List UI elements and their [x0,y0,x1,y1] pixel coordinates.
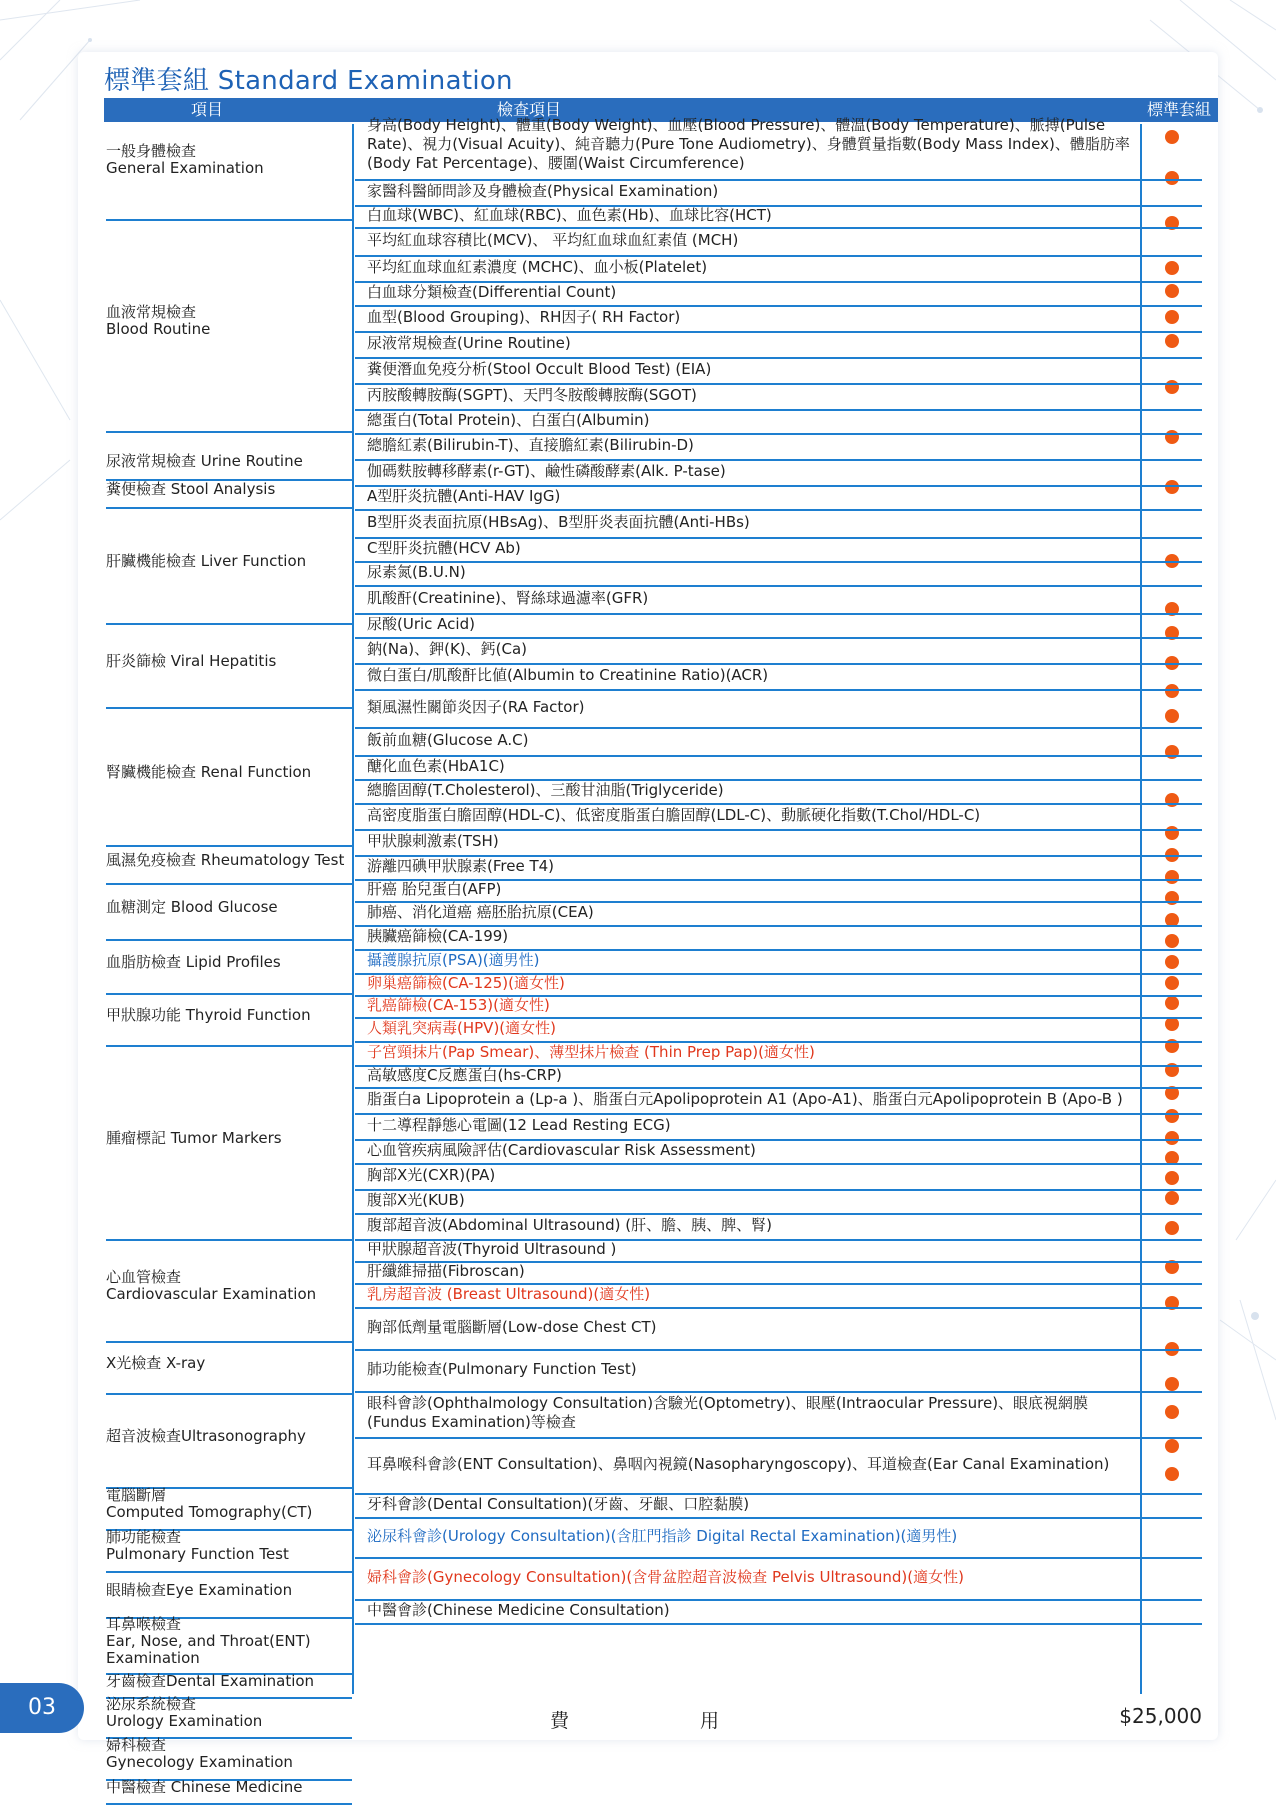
included-dot [1165,1405,1179,1419]
category-label: 電腦斷層 [106,1486,167,1504]
exam-item: 肌酸酐(Creatinine)、腎絲球過濾率(GFR) [355,583,1140,615]
row-separator [1142,1557,1202,1559]
category-cell [106,1385,352,1489]
exam-item: 婦科會診(Gynecology Consultation)(含骨盆腔超音波檢查 Pelvis Ultrasound)(適女性) [355,1555,1140,1601]
exam-item: 乳癌篩檢(CA-153)(適女性) [355,993,1140,1019]
exam-item: 肝癌 胎兒蛋白(AFP) [355,877,1140,903]
included-dot [1165,310,1179,324]
category-cell [106,499,352,625]
category-cell [106,615,352,709]
included-dot [1165,171,1179,185]
row-separator [1142,459,1202,461]
category-label: 血脂肪檢查 Lipid Profiles [106,952,281,971]
fee-label-char-2: 用 [700,1710,720,1732]
exam-item: 高敏感度C反應蛋白(hs-CRP) [355,1063,1140,1089]
exam-item: 白血球(WBC)、紅血球(RBC)、血色素(Hb)、血球比容(HCT) [355,203,1140,229]
exam-item: 鈉(Na)、鉀(K)、鈣(Ca) [355,635,1140,665]
exam-item: A型肝炎抗體(Anti-HAV IgG) [355,483,1140,511]
page-title: 標準套組 Standard Examination [104,66,513,96]
row-separator [1142,1283,1202,1285]
exam-item: 游離四碘甲狀腺素(Free T4) [355,853,1140,881]
category-label: X光檢查 X-ray [106,1353,206,1372]
exam-item: 中醫會診(Chinese Medicine Consultation) [355,1597,1140,1625]
included-dot [1165,870,1179,884]
row-separator [1142,727,1202,729]
included-dot [1165,1131,1179,1145]
row-separator [1142,1437,1202,1439]
category-label: Ear, Nose, and Throat(ENT) [106,1631,311,1650]
exam-item: 胸部低劑量電腦斷層(Low-dose Chest CT) [355,1305,1140,1351]
category-cell [106,1037,352,1241]
row-separator [1142,637,1202,639]
exam-item: 腹部X光(KUB) [355,1187,1140,1215]
row-separator [1142,1113,1202,1115]
exam-item: 糞便潛血免疫分析(Stool Occult Blood Test) (EIA) [355,355,1140,385]
included-dot [1165,334,1179,348]
exam-item: 家醫科醫師問診及身體檢查(Physical Examination) [355,177,1140,207]
row-separator [1142,1239,1202,1241]
category-label: Examination [106,1648,200,1667]
row-separator [1142,925,1202,927]
exam-item: 眼科會診(Ophthalmology Consultation)含驗光(Optometry)、眼壓(Intraocular Pressure)、眼底視網膜(Fundus Examination)等檢查 [355,1389,1140,1439]
column-divider-right [1140,124,1142,1694]
category-cell [106,211,352,433]
row-separator [1142,1307,1202,1309]
included-dot [1165,1191,1179,1205]
row-separator [1142,949,1202,951]
category-cell [106,101,352,221]
row-separator [1142,855,1202,857]
row-separator [1142,1517,1202,1519]
included-dot [1165,934,1179,948]
exam-item: 尿酸(Uric Acid) [355,611,1140,639]
category-label: 泌尿系統檢查 [106,1695,197,1713]
row-separator [1142,1163,1202,1165]
header-col-category: 項目 [190,100,223,119]
included-dot [1165,1439,1179,1453]
category-label: Gynecology Examination [106,1753,293,1771]
exam-item: 丙胺酸轉胺酶(SGPT)、天門冬胺酸轉胺酶(SGOT) [355,381,1140,411]
exam-item: 白血球分類檢查(Differential Count) [355,279,1140,307]
category-label: 甲狀腺功能 Thyroid Function [106,1005,311,1024]
category-cell [106,699,352,847]
row-separator [1142,1139,1202,1141]
row-separator [1142,585,1202,587]
exam-item: 腹部超音波(Abdominal Ultrasound) (肝、膽、胰、脾、腎) [355,1211,1140,1241]
category-label: Cardiovascular Examination [106,1285,317,1303]
row-separator [1142,973,1202,975]
category-cell [106,1771,352,1805]
exam-item: 人類乳突病毒(HPV)(適女性) [355,1015,1140,1043]
category-label: 一般身體檢查 [106,142,197,160]
category-label: 眼睛檢查Eye Examination [106,1580,293,1599]
row-separator [1142,1261,1202,1263]
row-separator [1142,383,1202,385]
row-separator [1142,1017,1202,1019]
row-separator [1142,829,1202,831]
category-label: 肝臟機能檢查 Liver Function [106,551,307,570]
category-label: 腎臟機能檢查 Renal Function [106,762,312,781]
row-separator [1142,1391,1202,1393]
category-label: Pulmonary Function Test [106,1545,289,1563]
included-dot [1165,955,1179,969]
row-separator [1142,179,1202,181]
category-label: 肝炎篩檢 Viral Hepatitis [106,651,277,670]
category-cell [106,1231,352,1343]
row-separator [1142,1189,1202,1191]
exam-item: 肺功能檢查(Pulmonary Function Test) [355,1347,1140,1393]
row-separator [1142,537,1202,539]
exam-item: B型肝炎表面抗原(HBsAg)、B型肝炎表面抗體(Anti-HBs) [355,507,1140,539]
exam-item: 尿液常規檢查(Urine Routine) [355,329,1140,359]
category-label: General Examination [106,159,264,177]
included-dot [1165,130,1179,144]
row-separator [1142,205,1202,207]
row-separator [1142,663,1202,665]
row-separator [1142,613,1202,615]
exam-item: 耳鼻喉科會診(ENT Consultation)、鼻咽內視鏡(Nasopharyngoscopy)、耳道檢查(Ear Canal Examination) [355,1435,1140,1495]
exam-item: 肺癌、消化道癌 癌胚胎抗原(CEA) [355,899,1140,927]
exam-item: 總蛋白(Total Protein)、白蛋白(Albumin) [355,407,1140,435]
included-dot [1165,976,1179,990]
row-separator [1142,879,1202,881]
category-label: 超音波檢查Ultrasonography [106,1426,306,1445]
exam-item: 甲狀腺刺激素(TSH) [355,827,1140,857]
exam-item: 平均紅血球血紅素濃度 (MCHC)、血小板(Platelet) [355,253,1140,283]
included-dot [1165,1377,1179,1391]
included-dot [1165,1109,1179,1123]
category-label: 腫瘤標記 Tumor Markers [106,1128,282,1147]
exam-item: 微白蛋白/肌酸酐比値(Albumin to Creatinine Ratio)(ACR) [355,661,1140,691]
category-label: 中醫檢查 Chinese Medicine [106,1777,303,1796]
page-number: 03 [0,1683,84,1733]
included-dot [1165,261,1179,275]
category-label: 牙齒檢查Dental Examination [106,1671,315,1690]
category-label: 風濕免疫檢查 Rheumatology Test [106,850,345,869]
row-separator [1142,1087,1202,1089]
row-separator [1142,509,1202,511]
included-dot [1165,1467,1179,1481]
exam-item: 總膽紅素(Bilirubin-T)、直接膽紅素(Bilirubin-D) [355,431,1140,461]
row-separator [1142,1065,1202,1067]
exam-item: 平均紅血球容積比(MCV)、 平均紅血球血紅素值 (MCH) [355,225,1140,257]
row-separator [1142,485,1202,487]
exam-item: 甲狀腺超音波(Thyroid Ultrasound ) [355,1237,1140,1263]
category-label: Urology Examination [106,1712,263,1730]
exam-item: C型肝炎抗體(HCV Ab) [355,535,1140,563]
exam-item: 肝纖維掃描(Fibroscan) [355,1259,1140,1285]
row-separator [1142,803,1202,805]
header-col-standard: 標準套組 [1146,100,1211,119]
category-label: 心血管檢查 [106,1268,182,1286]
row-separator [1142,995,1202,997]
category-label: 肺功能檢查 [106,1528,182,1546]
exam-item: 泌尿科會診(Urology Consultation)(含肛門指診 Digital Rectal Examination)(適男性) [355,1515,1140,1559]
exam-item: 類風濕性關節炎因子(RA Factor) [355,687,1140,729]
exam-item: 血型(Blood Grouping)、RH因子( RH Factor) [355,303,1140,333]
exam-item: 十二導程靜態心電圖(12 Lead Resting ECG) [355,1111,1140,1141]
row-separator [1142,561,1202,563]
fee-label-char-1: 費 [550,1710,570,1732]
row-separator [1142,409,1202,411]
exam-item: 尿素氮(B.U.N) [355,559,1140,587]
row-separator [1142,1493,1202,1495]
category-label: 血糖測定 Blood Glucose [106,897,278,916]
included-dot [1165,284,1179,298]
row-separator [1142,1041,1202,1043]
row-separator [1142,1349,1202,1351]
row-separator [1142,305,1202,307]
category-label: 血液常規檢查 [106,303,197,321]
included-dot [1165,1221,1179,1235]
included-dot [1165,480,1179,494]
row-separator [1142,689,1202,691]
row-separator [1142,1213,1202,1215]
included-dot [1165,709,1179,723]
included-dot [1165,684,1179,698]
row-separator [1142,357,1202,359]
exam-item: 子宮頸抹片(Pap Smear)、薄型抹片檢查 (Thin Prep Pap)(適女性) [355,1039,1140,1067]
included-dot [1165,996,1179,1010]
exam-item: 飯前血糖(Glucose A.C) [355,725,1140,757]
included-dot [1165,1017,1179,1031]
exam-item: 脂蛋白a Lipoprotein a (Lp-a )、脂蛋白元Apolipoprotein A1 (Apo-A1)、脂蛋白元Apolipoprotein B (Apo-B ) [355,1085,1140,1115]
row-separator [1142,433,1202,435]
exam-item: 心血管疾病風險評估(Cardiovascular Risk Assessment) [355,1137,1140,1165]
exam-item: 胰臟癌篩檢(CA-199) [355,923,1140,951]
category-label: Computed Tomography(CT) [106,1503,313,1521]
exam-item: 攝護腺抗原(PSA)(適男性) [355,947,1140,975]
package-price: $25,000 [1119,1704,1202,1728]
exam-item: 乳房超音波 (Breast Ultrasound)(適女性) [355,1281,1140,1309]
category-label: Blood Routine [106,320,211,338]
row-separator [1142,901,1202,903]
row-separator [1142,755,1202,757]
row-separator [1142,227,1202,229]
exam-item: 牙科會診(Dental Consultation)(牙齒、牙齦、口腔黏膜) [355,1491,1140,1519]
category-label: 糞便檢查 Stool Analysis [106,479,276,498]
row-separator [1142,1623,1202,1625]
row-separator [1142,255,1202,257]
category-label: 耳鼻喉檢查 [106,1614,182,1633]
exam-item: 身高(Body Height)、體重(Body Weight)、血壓(Blood Pressure)、體溫(Body Temperature)、脈搏(Pulse Rate)、視力(Visual Acuity)、純音聽力(Pure Tone Audiometry)、身體質量指數(Body Mass Index)、體脂肪率(Body Fat Percentage)、腰圍(Waist Circumference) [355,109,1140,181]
header-col-items: 檢查項目 [496,100,561,119]
category-label: 婦科檢查 [106,1736,167,1754]
exam-item: 卵巢癌篩檢(CA-125)(適女性) [355,971,1140,997]
exam-item: 總膽固醇(T.Cholesterol)、三酸甘油脂(Triglyceride) [355,777,1140,805]
row-separator [1142,779,1202,781]
exam-item: 胸部X光(CXR)(PA) [355,1161,1140,1191]
exam-item: 高密度脂蛋白膽固醇(HDL-C)、低密度脂蛋白膽固醇(LDL-C)、動脈硬化指數(T.Chol/HDL-C) [355,801,1140,831]
exam-item: 醣化血色素(HbA1C) [355,753,1140,781]
row-separator [1142,1599,1202,1601]
included-dot [1165,1171,1179,1185]
row-separator [1142,331,1202,333]
category-label: 尿液常規檢查 Urine Routine [106,451,303,470]
exam-item: 伽碼麩胺轉移酵素(r-GT)、鹼性磷酸酵素(Alk. P-tase) [355,457,1140,487]
column-divider-left [352,124,354,1694]
row-separator [1142,281,1202,283]
